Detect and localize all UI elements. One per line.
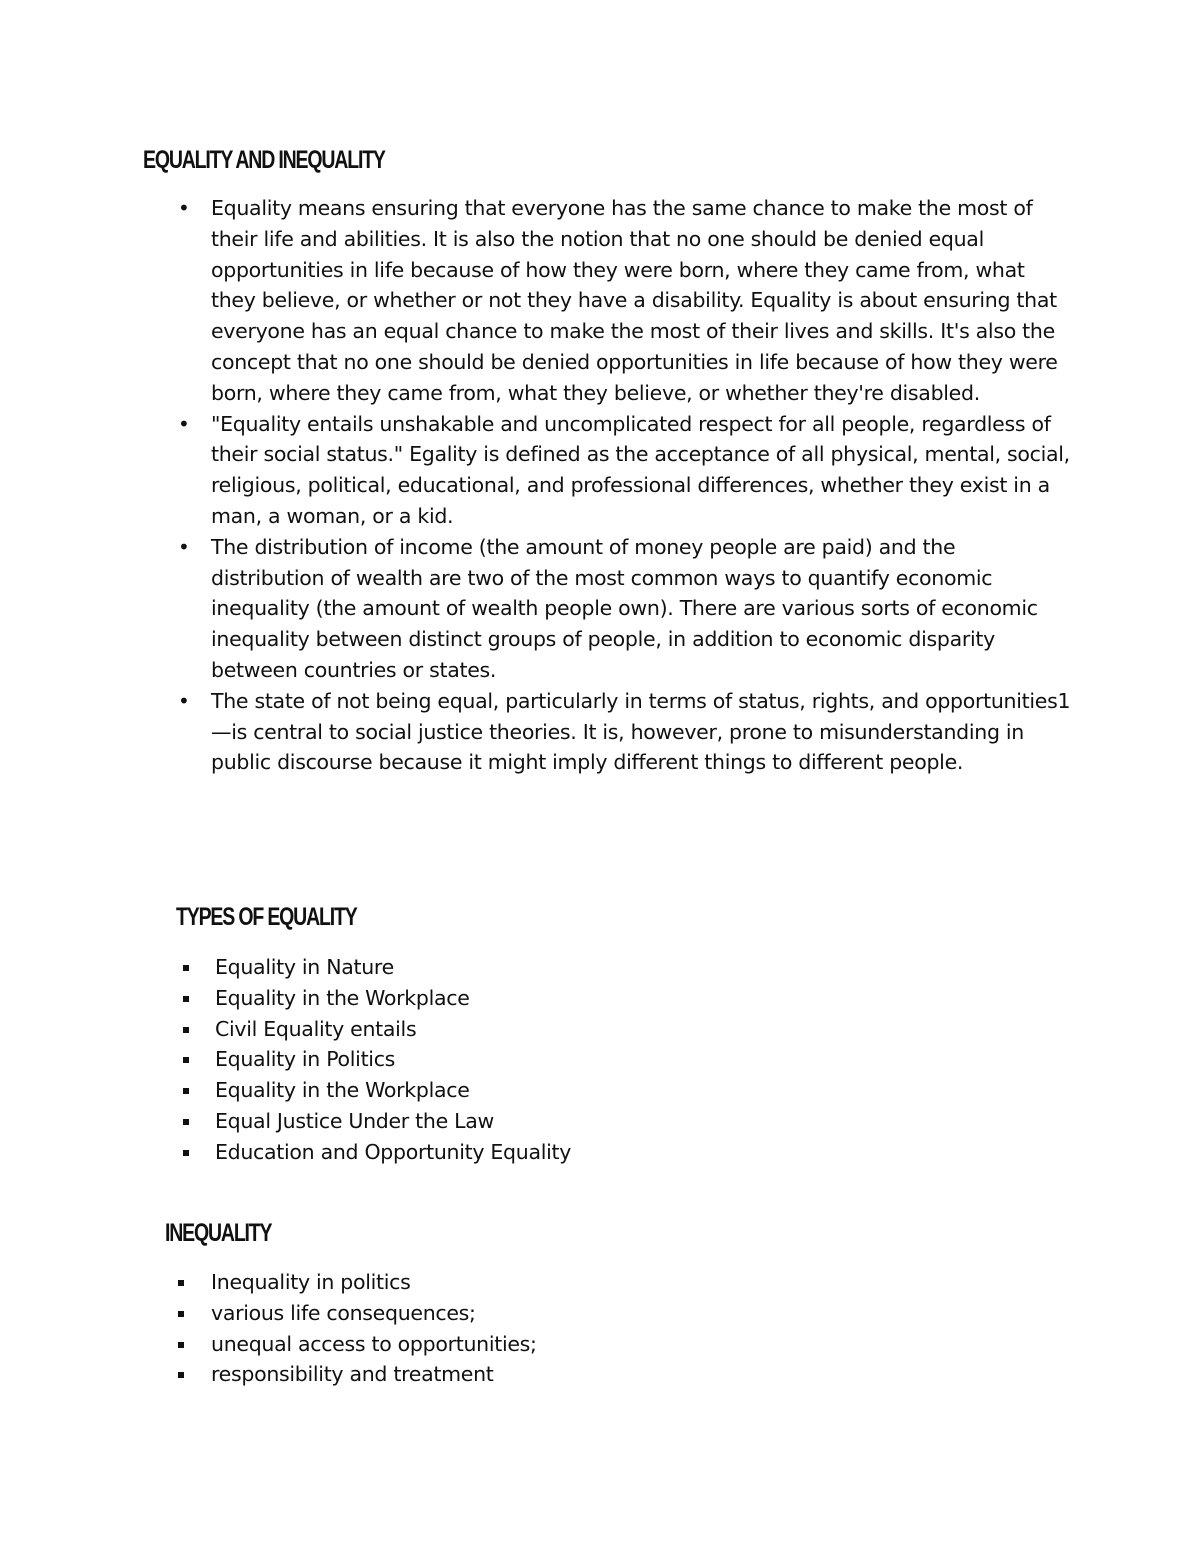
list-item — [178, 193, 1071, 409]
list-item — [215, 1044, 915, 1075]
list-item — [215, 952, 915, 983]
list-item-text: Inequality in politics — [211, 1270, 411, 1294]
list-item-text: The distribution of income (the amount of money people are paid) and the distribution of wealth are two of the most common ways to quantify economic inequality (the amount of wealth people own). There are various sorts of economic inequality between distinct groups of people, in addition to economic disparity between countries or states. — [211, 534, 1038, 682]
bullet-square-icon — [183, 1150, 189, 1156]
bullet-square-icon — [183, 965, 189, 971]
bullet-square-icon — [183, 1027, 189, 1033]
list-item-text: Equality in Nature — [215, 955, 394, 979]
section-heading-inequality: INEQUALITY — [165, 1219, 272, 1247]
inequality-list — [211, 1267, 911, 1390]
list-item-text: Equality in Politics — [215, 1047, 396, 1072]
section-heading-equality-and-inequality: EQUALITY AND INEQUALITY — [143, 146, 385, 174]
bullet-square-icon — [183, 996, 189, 1002]
bullet-square-icon — [183, 1119, 189, 1125]
list-item — [178, 409, 1071, 532]
list-item-text: Equality means ensuring that everyone has the same chance to make the most of their life and abilities. It is also the notion that no one should be denied equal opportunities in life because of how they were born, where they came from, what they believe, or whether or not they have a disability. Equality is about ensuring that everyone has an equal chance to make the most of their lives and skills. It's also the concept that no one should be denied opportunities in life because of how they were born, where they came from, what they believe, or whether they're disabled. — [211, 196, 1058, 405]
list-item — [178, 686, 1071, 778]
list-item — [178, 532, 1071, 686]
list-item-text: Civil Equality entails — [215, 1016, 417, 1041]
list-item-text: responsibility and treatment — [211, 1362, 494, 1387]
bullet-square-icon — [178, 1280, 184, 1286]
list-item — [211, 1267, 911, 1298]
bullet-dot-icon: • — [178, 534, 190, 559]
bullet-square-icon — [178, 1311, 184, 1317]
list-item — [215, 1137, 915, 1168]
list-item-text: Equal Justice Under the Law — [215, 1108, 494, 1133]
list-item-text: unequal access to opportunities; — [211, 1331, 537, 1356]
bullet-square-icon — [183, 1057, 189, 1063]
section-heading-types-of-equality: TYPES OF EQUALITY — [176, 903, 357, 931]
list-item — [215, 983, 915, 1014]
list-item — [215, 1014, 915, 1045]
list-item — [211, 1298, 911, 1329]
list-item-text: Equality in the Workplace — [215, 1078, 470, 1103]
list-item — [215, 1075, 915, 1106]
list-item-text: various life consequences; — [211, 1300, 476, 1325]
types-of-equality-list — [215, 952, 915, 1168]
list-item-text: Equality in the Workplace — [215, 985, 470, 1010]
list-item — [211, 1329, 911, 1360]
bullet-square-icon — [178, 1372, 184, 1378]
list-item-text: "Equality entails unshakable and uncomplicated respect for all people, regardless of their social status." Egality is defined as the acceptance of all physical, mental, social, religious, political, educational, and professional differences, whether they exist in a man, a woman, or a kid. — [211, 411, 1070, 528]
list-item-text: Education and Opportunity Equality — [215, 1139, 572, 1164]
bullet-dot-icon: • — [178, 196, 190, 220]
list-item-text: The state of not being equal, particularly in terms of status, rights, and opportunities1—is central to social justice theories. It is, however, prone to misunderstanding in public discourse because it might imply different things to different people. — [211, 688, 1071, 775]
list-item — [215, 1106, 915, 1137]
bullet-dot-icon: • — [178, 411, 190, 436]
list-item — [211, 1359, 911, 1390]
bullet-square-icon — [183, 1088, 189, 1094]
equality-definitions-list — [178, 193, 1071, 778]
bullet-square-icon — [178, 1342, 184, 1348]
bullet-dot-icon: • — [178, 688, 190, 713]
